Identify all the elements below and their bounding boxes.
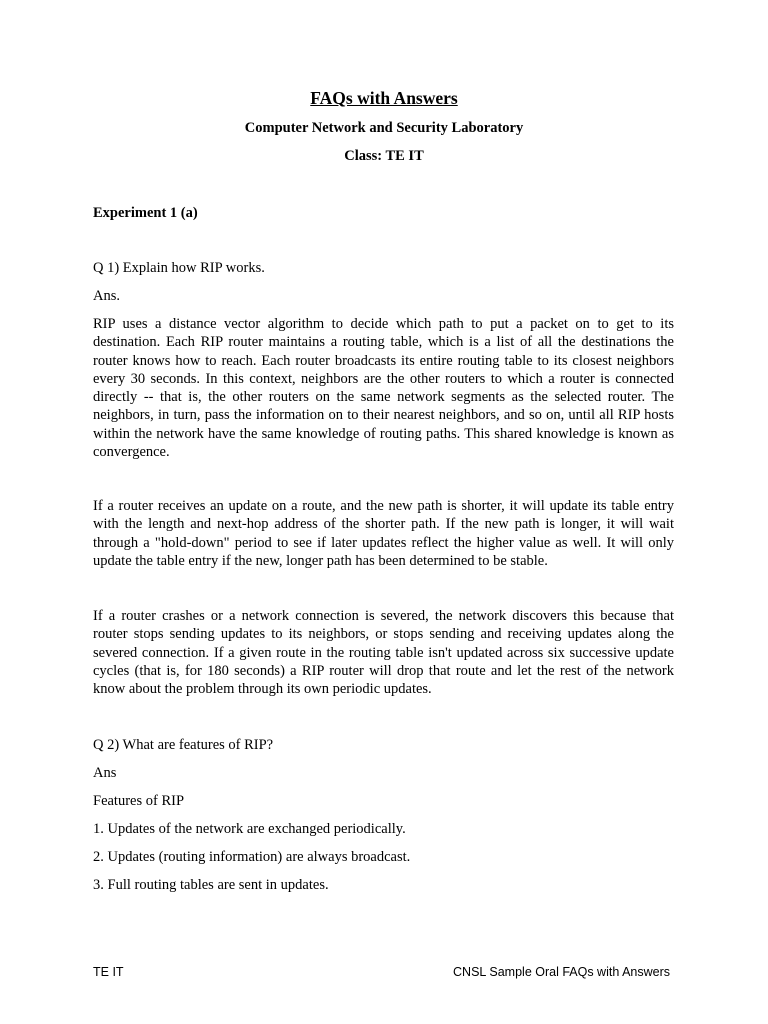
answer-1-paragraph-3: If a router crashes or a network connection is severed, the network discovers this because that router stops sending updates to its neighbors, or stops sending and receiving updates along the severed connection. If a given route in the routing table isn't updated across six successive update cycles (that is, for 180 seconds) a RIP router will drop that route and let the rest of the network know about the problem through its own periodic updates. — [93, 608, 674, 698]
footer-right: CNSL Sample Oral FAQs with Answers — [453, 965, 670, 979]
feature-item-3: 3. Full routing tables are sent in updates. — [93, 877, 329, 893]
answer-1-label: Ans. — [93, 288, 120, 304]
answer-1-paragraph-2: If a router receives an update on a route, and the new path is shorter, it will update its table entry with the length and next-hop address of the shorter path. If the new path is longer, it will wait through a "hold-down" period to see if later updates reflect the higher value as well. It will only update the table entry if the new, longer path has been determined to be stable. — [93, 498, 674, 569]
question-1: Q 1) Explain how RIP works. — [93, 260, 265, 276]
experiment-heading: Experiment 1 (a) — [93, 205, 198, 221]
class-line: Class: TE IT — [344, 148, 424, 164]
answer-1-paragraph-1: RIP uses a distance vector algorithm to decide which path to put a packet on to get to its destination. Each RIP router maintains a routing table, which is a list of all the destinations the router knows how to reach. Each router broadcasts its entire routing table to its closest neighbors every 30 seconds. In this context, neighbors are the other routers to which a router is connected directly -- that is, the other routers on the same network segments as the selected router. The neighbors, in turn, pass the information on to their nearest neighbors, and so on, until all RIP hosts within the network have the same knowledge of routing paths. This shared knowledge is known as convergence. — [93, 316, 674, 461]
document-subtitle: Computer Network and Security Laboratory — [244, 120, 524, 136]
feature-item-1: 1. Updates of the network are exchanged periodically. — [93, 821, 406, 837]
answer-2-label: Ans — [93, 765, 117, 781]
features-heading: Features of RIP — [93, 793, 185, 809]
footer-left: TE IT — [93, 965, 124, 979]
document-title: FAQs with Answers — [310, 88, 458, 108]
feature-item-2: 2. Updates (routing information) are always broadcast. — [93, 849, 411, 865]
question-2: Q 2) What are features of RIP? — [93, 737, 274, 753]
